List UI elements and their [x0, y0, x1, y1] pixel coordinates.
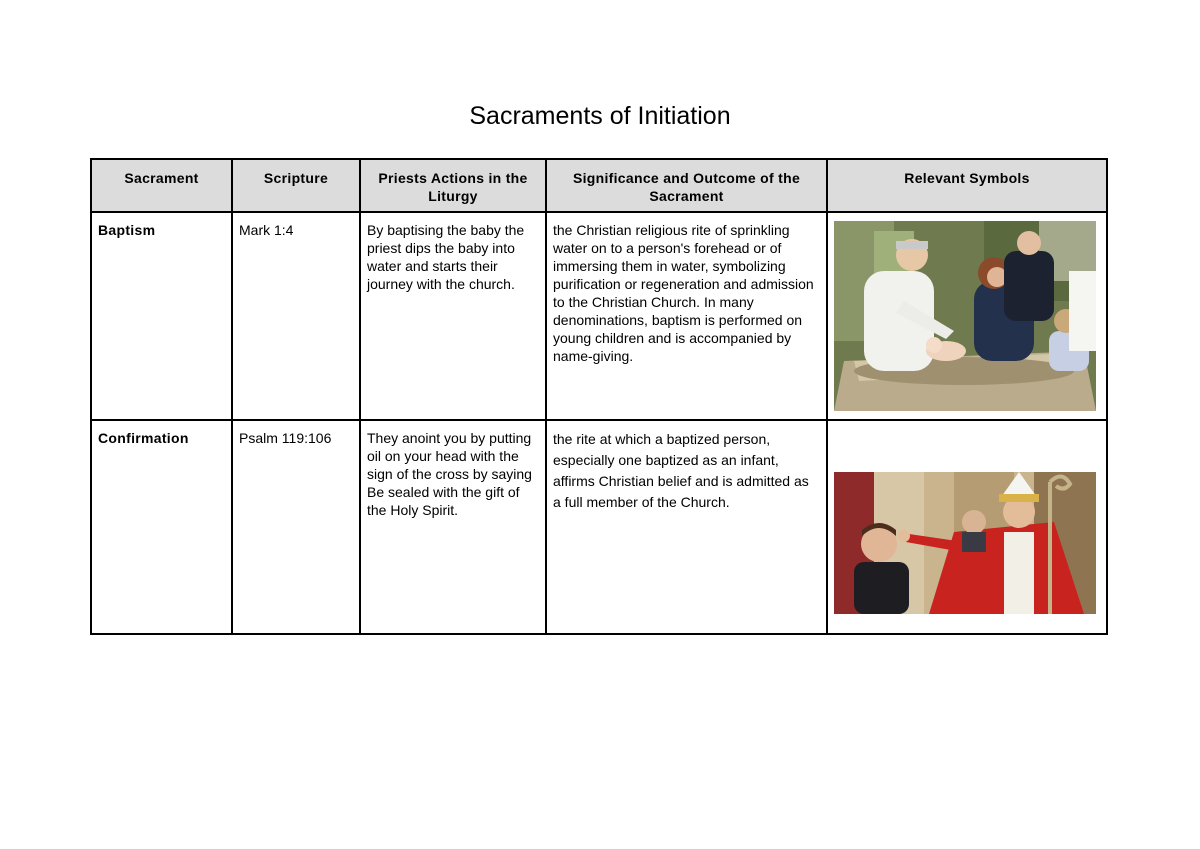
cell-significance-confirmation: the rite at which a baptized person, especially one baptized as an infant, affirms Christian belief and is admitted as a full member of the Church. [546, 420, 827, 634]
header-symbols: Relevant Symbols [827, 159, 1107, 212]
table-row-confirmation [91, 420, 1107, 634]
cell-scripture-baptism: Mark 1:4 [232, 212, 360, 420]
baptism-photo [834, 221, 1096, 411]
cell-sacrament-baptism: Baptism [91, 212, 232, 420]
cell-symbols-confirmation [827, 420, 1107, 634]
cell-priest-actions-confirmation: They anoint you by putting oil on your head with the sign of the cross by saying Be sealed with the gift of the Holy Spirit. [360, 420, 546, 634]
cell-symbols-baptism [827, 212, 1107, 420]
header-significance: Significance and Outcome of the Sacrament [546, 159, 827, 212]
header-sacrament: Sacrament [91, 159, 232, 212]
cell-significance-baptism: the Christian religious rite of sprinkling water on to a person's forehead or of immersing them in water, symbolizing purification or regeneration and admission to the Christian Church. In many denominations, baptism is performed on young children and is accompanied by name-giving. [546, 212, 827, 420]
cell-scripture-confirmation: Psalm 119:106 [232, 420, 360, 634]
cell-sacrament-confirmation: Confirmation [91, 420, 232, 634]
page-title: Sacraments of Initiation [469, 102, 731, 130]
cell-priest-actions-baptism: By baptising the baby the priest dips the baby into water and starts their journey with the church. [360, 212, 546, 420]
header-scripture: Scripture [232, 159, 360, 212]
sacraments-table [90, 158, 1108, 635]
table-header-row [91, 159, 1107, 212]
confirmation-photo [834, 472, 1096, 614]
header-priest-actions: Priests Actions in the Liturgy [360, 159, 546, 212]
table-row-baptism [91, 212, 1107, 420]
